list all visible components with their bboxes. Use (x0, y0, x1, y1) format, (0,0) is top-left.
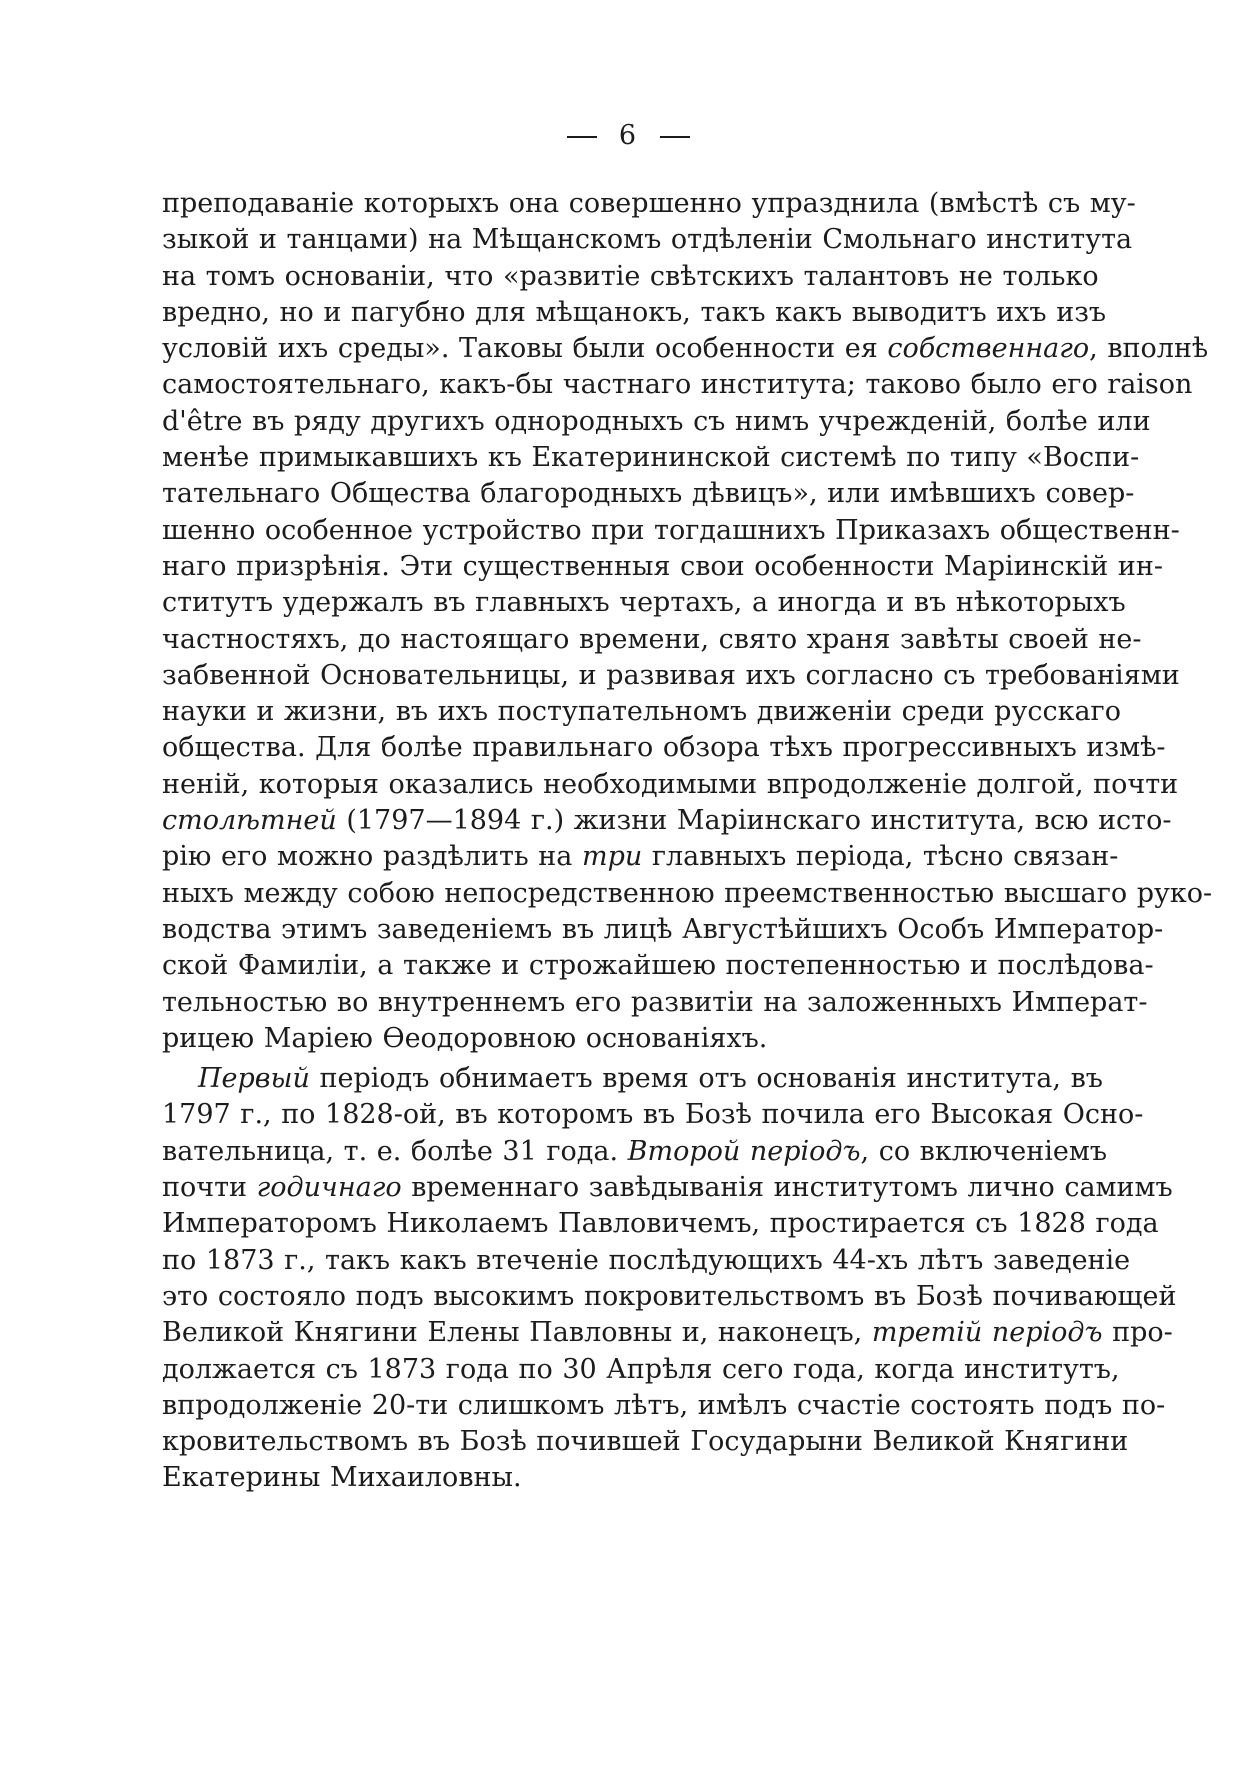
paragraph-2 (162, 1061, 1177, 1497)
text-line: Императоромъ Николаемъ Павловичемъ, простирается съ 1828 года (162, 1208, 1159, 1240)
text-line: впродолженіе 20-ти слишкомъ лѣтъ, имѣлъ счастіе состоять подъ по- (162, 1389, 1166, 1421)
document-page (162, 120, 1213, 1497)
text-segment: временнаго завѣдыванія институтомъ лично самимъ (401, 1172, 1173, 1204)
italic-phrase: третій періодъ (871, 1317, 1103, 1349)
page-number (162, 120, 1095, 152)
text-line (162, 1134, 1108, 1170)
text-segment: про- (1102, 1317, 1173, 1349)
italic-phrase: Первый (198, 1063, 310, 1095)
italic-phrase: Второй періодъ (627, 1135, 861, 1167)
text-line: Екатерины Михаиловны. (162, 1462, 522, 1494)
text-line: тельностью во внутреннемъ его развитіи на заложенныхъ Императ- (162, 986, 1148, 1018)
text-line: наго призрѣнія. Эти существенныя свои особенности Маріинскій ин- (162, 550, 1163, 582)
text-line: науки и жизни, въ ихъ поступательномъ движеніи среди русскаго (162, 696, 1121, 728)
text-segment: почти (162, 1172, 257, 1204)
text-line: общества. Для болѣе правильнаго обзора тѣхъ прогрессивныхъ измѣ- (162, 732, 1166, 764)
text-line: неній, которыя оказались необходимыми впродолженіе долгой, почти (162, 768, 1179, 800)
text-line: кровительствомъ въ Бозѣ почившей Государыни Великой Княгини (162, 1426, 1129, 1458)
text-line: ской Фамиліи, а также и строжайшею постепенностью и послѣдова- (162, 950, 1154, 982)
text-line: ститутъ удержалъ въ главныхъ чертахъ, а иногда и въ нѣкоторыхъ (162, 587, 1126, 619)
text-line (162, 1061, 1103, 1097)
text-segment: , вполнѣ (1089, 333, 1209, 365)
italic-phrase: столѣтней (162, 805, 337, 837)
page-number-value: 6 (618, 120, 639, 151)
text-line: забвенной Основательницы, и развивая ихъ согласно съ требованіями (162, 659, 1180, 691)
text-line (162, 1315, 1173, 1351)
text-segment: Великой Княгини Елены Павловны и, наконецъ, (162, 1317, 872, 1349)
text-segment: вательница, т. е. болѣе 31 года. (162, 1135, 628, 1167)
text-line: d'être въ ряду другихъ однородныхъ съ нимъ учрежденій, болѣе или (162, 405, 1151, 437)
paragraph-1 (162, 186, 1213, 1057)
text-line: частностяхъ, до настоящаго времени, свято храня завѣты своей не- (162, 623, 1142, 655)
italic-phrase: годичнаго (256, 1172, 402, 1204)
text-line (162, 331, 1209, 367)
text-segment: , со включеніемъ (860, 1135, 1108, 1167)
text-line: на томъ основаніи, что «развитіе свѣтскихъ талантовъ не только (162, 260, 1099, 292)
text-segment: условій ихъ среды». Таковы были особенности ея (162, 333, 888, 365)
dash-right (660, 136, 690, 138)
text-line: преподаваніе которыхъ она совершенно упразднила (вмѣстѣ съ му- (162, 188, 1136, 219)
text-line: самостоятельнаго, какъ-бы частнаго института; таково было его raison (162, 369, 1193, 401)
italic-phrase: собственнаго (887, 333, 1090, 365)
text-segment: періодъ обнимаетъ время отъ основанія института, въ (309, 1063, 1103, 1095)
text-line: 1797 г., по 1828-ой, въ которомъ въ Бозѣ почила его Высокая Осно- (162, 1099, 1144, 1131)
text-line: менѣе примыкавшихъ къ Екатерининской системѣ по типу «Воспи- (162, 442, 1140, 474)
text-line: вредно, но и пагубно для мѣщанокъ, такъ какъ выводитъ ихъ изъ (162, 296, 1107, 328)
text-line: тательнаго Общества благородныхъ дѣвицъ», или имѣвшихъ совер- (162, 478, 1135, 510)
dash-left (567, 136, 597, 138)
text-line: это состояло подъ высокимъ покровительствомъ въ Бозѣ почивающей (162, 1280, 1177, 1312)
text-line: должается съ 1873 года по 30 Апрѣля сего года, когда институтъ, (162, 1353, 1120, 1385)
text-segment: (1797—1894 г.) жизни Маріинскаго института, всю исто- (336, 805, 1172, 837)
text-line: шенно особенное устройство при тогдашнихъ Приказахъ общественн- (162, 514, 1180, 546)
text-line: ныхъ между собою непосредственною преемственностью высшаго руко- (162, 877, 1213, 909)
italic-phrase: три (581, 841, 643, 873)
text-segment: главныхъ періода, тѣсно связан- (642, 841, 1119, 873)
text-line: зыкой и танцами) на Мѣщанскомъ отдѣленіи Смольнаго института (162, 224, 1133, 256)
text-line (162, 1170, 1173, 1206)
text-line (162, 839, 1119, 875)
text-segment: рію его можно раздѣлить на (162, 841, 582, 873)
text-line: водства этимъ заведеніемъ въ лицѣ Августѣйшихъ Особъ Император- (162, 913, 1164, 945)
text-line: рицею Маріею Өеодоровною основаніяхъ. (162, 1022, 768, 1054)
text-line (162, 803, 1172, 839)
text-line: по 1873 г., такъ какъ втеченіе послѣдующихъ 44-хъ лѣтъ заведеніе (162, 1244, 1131, 1276)
